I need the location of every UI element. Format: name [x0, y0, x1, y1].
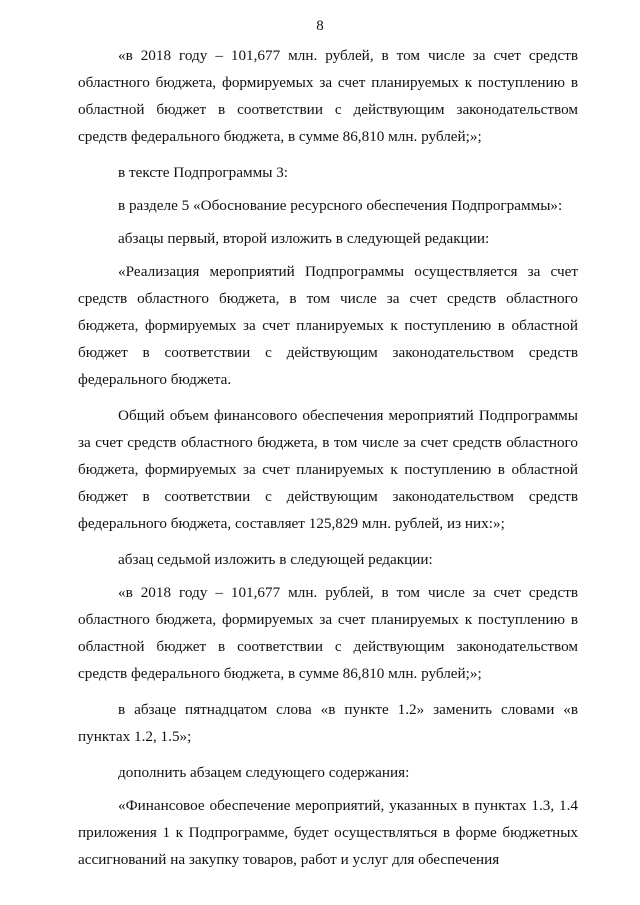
paragraph-first-second-amend: абзацы первый, второй изложить в следующей редакции:: [118, 230, 490, 247]
paragraph-2018-funding-repeat: «в 2018 году – 101,677 млн. рублей, в том числе за счет средств областного бюджета, формируемых за счет планируемых к поступлению в областной бюджет в соответствии с действующим законодательством средств федерального бюджета, в сумме 86,810 млн. рублей;»;: [78, 584, 578, 682]
paragraph-subprogram-3: в тексте Подпрограммы 3:: [118, 164, 289, 181]
paragraph-2018-funding: «в 2018 году – 101,677 млн. рублей, в том числе за счет средств областного бюджета, формируемых за счет планируемых к поступлению в областной бюджет в соответствии с действующим законодательством средств федерального бюджета, в сумме 86,810 млн. рублей;»;: [78, 47, 578, 145]
paragraph-section-5: в разделе 5 «Обоснование ресурсного обеспечения Подпрограммы»:: [118, 197, 563, 214]
paragraph-implementation: «Реализация мероприятий Подпрограммы осуществляется за счет средств областного бюджета, в том числе за счет средств областного бюджета, формируемых за счет планируемых к поступлению в областной бюджет в соответствии с действующим законодательством средств федерального бюджета.: [78, 263, 578, 388]
paragraph-add-new: дополнить абзацем следующего содержания:: [118, 764, 410, 781]
page-number: 8: [316, 18, 324, 34]
paragraph-total-volume: Общий объем финансового обеспечения мероприятий Подпрограммы за счет средств областного бюджета, в том числе за счет средств областного бюджета, формируемых за счет планируемых к поступлению в областной бюджет в соответствии с действующим законодательством средств федерального бюджета, составляет 125,829 млн. рублей, из них:»;: [78, 407, 578, 532]
paragraph-fifteenth-replace: в абзаце пятнадцатом слова «в пункте 1.2» заменить словами «в пунктах 1.2, 1.5»;: [78, 701, 578, 745]
document-body: [78, 42, 578, 882]
paragraph-financial-support: «Финансовое обеспечение мероприятий, указанных в пунктах 1.3, 1.4 приложения 1 к Подпрограмме, будет осуществляться в форме бюджетных ассигнований на закупку товаров, работ и услуг для обеспечения: [78, 797, 578, 868]
paragraph-seventh-amend: абзац седьмой изложить в следующей редакции:: [118, 551, 433, 568]
